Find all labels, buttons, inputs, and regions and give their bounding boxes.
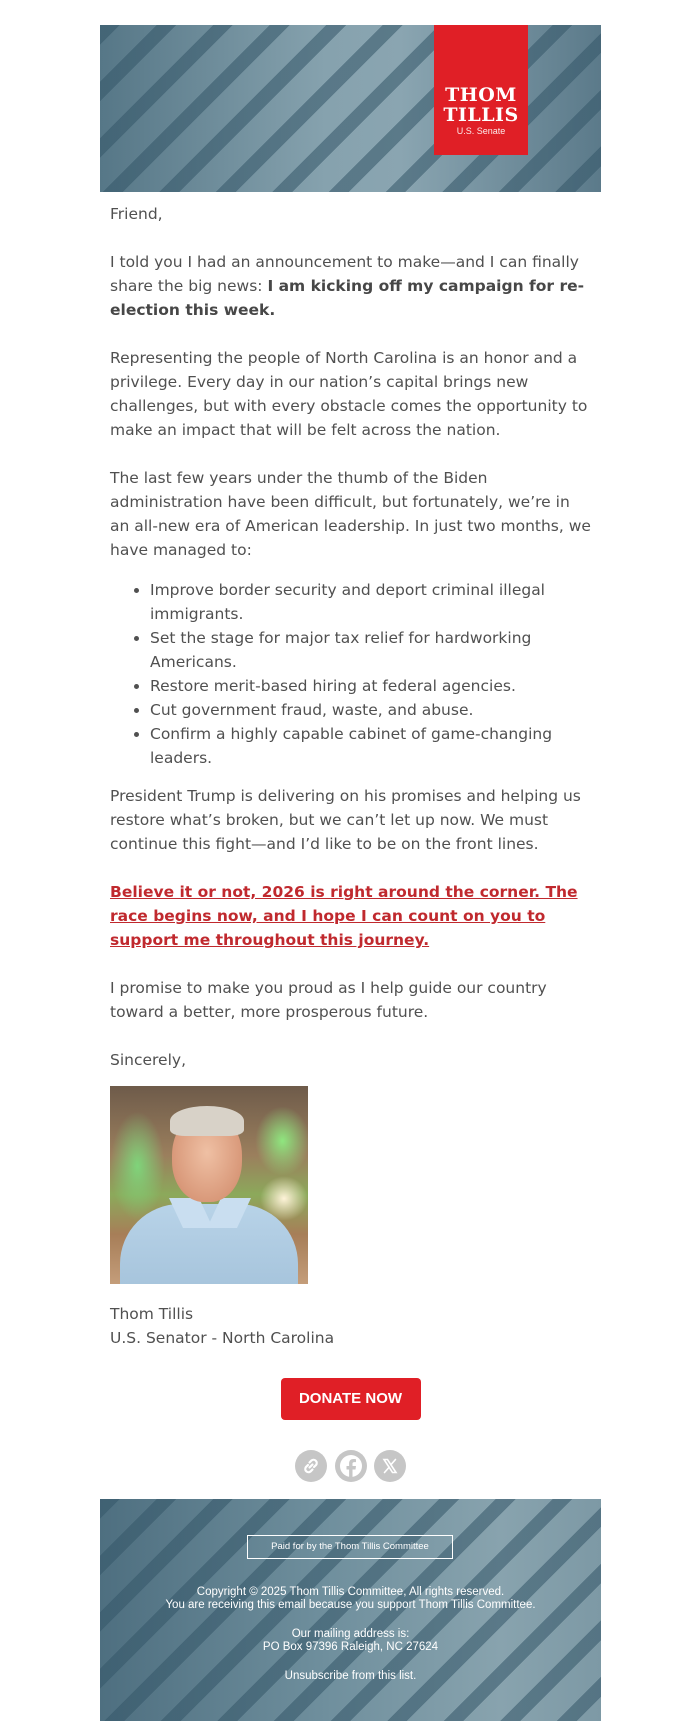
logo-line-first: THOM <box>445 84 517 106</box>
paid-for-disclaimer: Paid for by the Thom Tillis Committee <box>247 1535 453 1559</box>
logo-line-last: TILLIS <box>443 104 519 126</box>
email-container <box>100 25 601 1721</box>
signature-title: U.S. Senator - North Carolina <box>110 1329 335 1347</box>
list-item: • Restore merit-based hiring at federal agencies. <box>150 674 591 698</box>
leadership-paragraph: The last few years under the thumb of the Biden administration have been difficult, but fortunately, we’re in an all-new era of American leadership. In just two months, we have managed to: <box>110 469 591 559</box>
announcement-bold: I am kicking off my campaign for re-election this week. <box>110 277 585 319</box>
thom-tillis-logo[interactable] <box>434 25 528 155</box>
senator-photo <box>110 1086 308 1284</box>
unsubscribe-link[interactable]: Unsubscribe from this list. <box>284 1670 417 1682</box>
donate-section <box>100 1378 601 1420</box>
mailing-address: PO Box 97396 Raleigh, NC 27624 <box>262 1641 439 1653</box>
subscription-reason: You are receiving this email because you support Thom Tillis Committee. <box>165 1599 536 1611</box>
announcement-text: I told you I had an announcement to make—and I can finally share the big news: <box>110 253 579 295</box>
social-links <box>100 1450 601 1484</box>
list-item: • Set the stage for major tax relief for hardworking Americans. <box>150 626 591 674</box>
logo-subtitle: U.S. Senate <box>456 126 506 136</box>
copyright-text: Copyright © 2025 Thom Tillis Committee, All rights reserved. <box>196 1586 505 1598</box>
support-link-paragraph <box>110 880 591 952</box>
donate-button[interactable]: DONATE NOW <box>281 1378 421 1420</box>
list-item: • Confirm a highly capable cabinet of game-changing leaders. <box>150 722 591 770</box>
accomplishments-list <box>110 578 591 770</box>
list-item: • Cut government fraud, waste, and abuse. <box>150 698 591 722</box>
link-icon[interactable] <box>295 1450 327 1482</box>
announcement-paragraph <box>110 250 591 322</box>
support-link[interactable]: Believe it or not, 2026 is right around the corner. The race begins now, and I hope I can count on you to support me throughout this journey. <box>110 883 578 949</box>
header-banner <box>100 25 601 192</box>
trump-paragraph: President Trump is delivering on his promises and helping us restore what’s broken, but we can’t let up now. We must continue this fight—and I’d like to be on the front lines. <box>110 787 581 853</box>
list-item: • Improve border security and deport criminal illegal immigrants. <box>150 578 591 626</box>
footer-banner <box>100 1499 601 1721</box>
promise-paragraph: I promise to make you proud as I help guide our country toward a better, more prosperous future. <box>110 979 547 1021</box>
facebook-icon[interactable] <box>335 1450 367 1482</box>
x-icon[interactable] <box>374 1450 406 1482</box>
email-body <box>100 192 601 1350</box>
honor-paragraph: Representing the people of North Carolina is an honor and a privilege. Every day in our nation’s capital brings new challenges, but with every obstacle comes the opportunity to make an impact that will be felt across the nation. <box>110 349 588 439</box>
greeting: Friend, <box>110 205 163 223</box>
mailing-label: Our mailing address is: <box>291 1628 410 1640</box>
closing: Sincerely, <box>110 1051 187 1069</box>
signature-name: Thom Tillis <box>110 1305 194 1323</box>
